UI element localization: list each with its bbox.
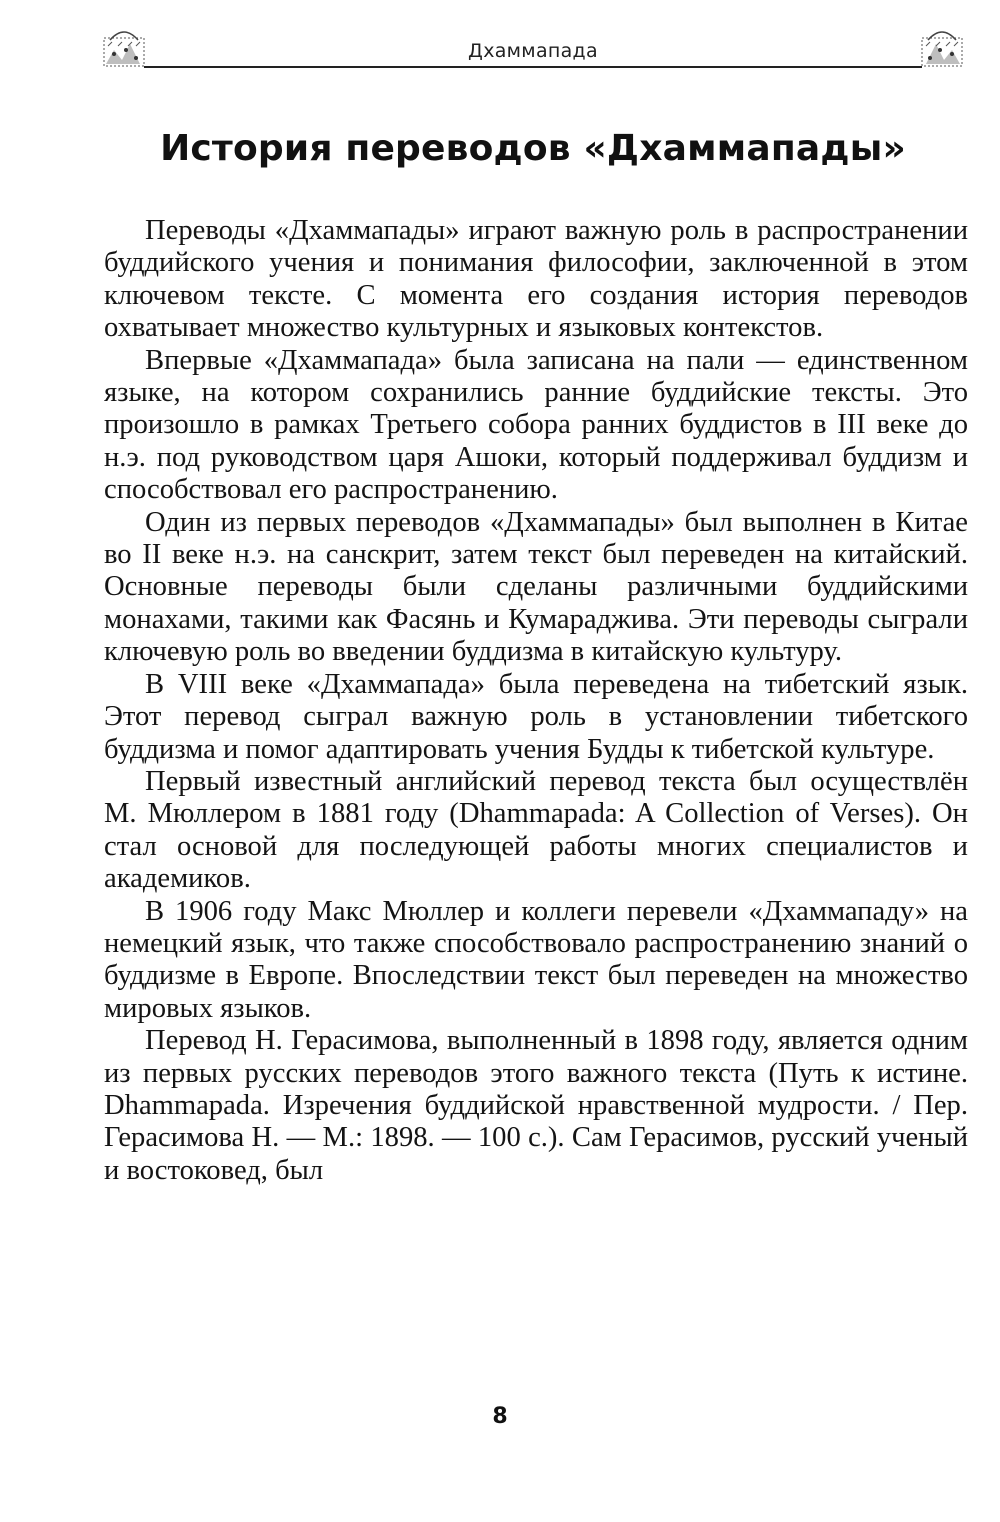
paragraph: В VIII веке «Дхаммапада» была переведена на тибетский язык. Этот перевод сыграл важную роль в установлении тибетского буддизма и помог адаптировать учения Будды к тибетской культуре. <box>104 668 968 765</box>
paragraph: Впервые «Дхаммапада» была записана на пали — единственном языке, на котором сохранились ранние буддийские тексты. Это произошло в рамках Третьего собора ранних буддистов в III веке до н.э. под руководством царя Ашоки, который поддерживал буддизм и способствовал его распространению. <box>104 344 968 506</box>
header-rule <box>144 66 922 68</box>
paragraph: Один из первых переводов «Дхаммапады» был выполнен в Китае во II веке н.э. на санскрит, затем текст был переведен на китайский. Основные переводы были сделаны различными буддийскими монахами, такими как Фасянь и Кумараджива. Эти переводы сыграли ключевую роль во введении буддизма в китайскую культуру. <box>104 506 968 668</box>
chapter-title: История переводов «Дхаммапады» <box>160 128 906 169</box>
ornament-icon <box>918 20 966 68</box>
paragraph: Переводы «Дхаммапады» играют важную роль в распространении буддийского учения и понимания философии, заключенной в этом ключевом тексте. С момента его создания история переводов охватывает множество культурных и языковых контекстов. <box>104 215 968 344</box>
running-header <box>100 18 966 70</box>
paragraph: В 1906 году Макс Мюллер и коллеги перевели «Дхаммападу» на немецкий язык, что также способствовало распространению знаний о буддизме в Европе. Впоследствии текст был переведен на множество мировых языков. <box>104 895 968 1024</box>
page-number: 8 <box>492 1404 508 1429</box>
body-text <box>104 215 968 1187</box>
running-title: Дхаммапада <box>468 40 598 62</box>
paragraph: Первый известный английский перевод текста был осуществлён М. Мюллером в 1881 году (Dhammapada: A Collection of Verses). Он стал основой для последующей работы многих специалистов и академиков. <box>104 765 968 895</box>
paragraph: Перевод Н. Герасимова, выполненный в 1898 году, является одним из первых русских переводов этого важного текста (Путь к истине. Dhammapada. Изречения буддийской нравственной мудрости. / Пер. Герасимова Н. — М.: 1898. — 100 с.). Сам Герасимов, русский ученый и востоковед, был <box>104 1025 968 1186</box>
